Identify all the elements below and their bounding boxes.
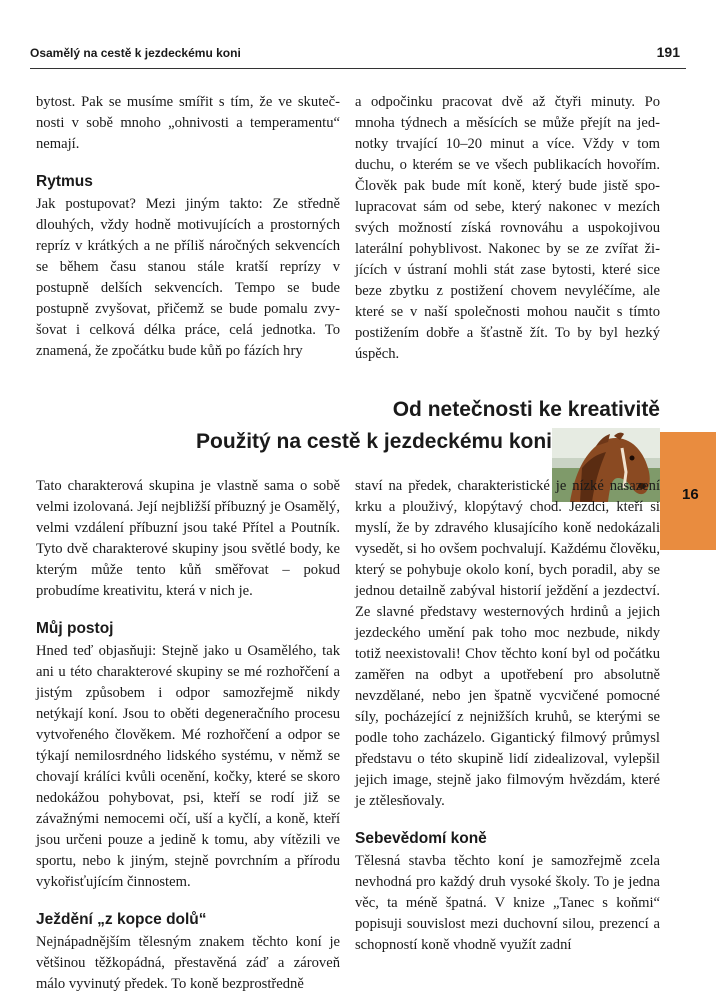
top-left-column xyxy=(36,92,340,362)
chapter-number: 16 xyxy=(682,486,699,503)
bottom-left-column xyxy=(36,476,340,995)
paragraph: Tato charakterová skupina je vlastně sama o sobě velmi izolovaná. Její nejbližší příbuzný je Osamělý, velmi vzdálení příbuzní jsou také Přítel a Poutník. Tyto dvě charakterové skupiny jsou světlé body, ke kterým může tento kůň směřovat – pokud probudíme kreativitu, která v nich je. xyxy=(36,478,340,599)
chapter-title: Použitý na cestě k jezdeckému koni xyxy=(196,430,552,453)
section-heading-muj-postoj: Můj postoj xyxy=(36,620,114,637)
chapter-tab xyxy=(660,432,716,550)
section-heading-jezdeni: Ježdění „z kopce dolů“ xyxy=(36,911,207,928)
paragraph: a odpočinku pracovat dvě až čtyři minuty. Po mnoha týdnech a měsících se může přejít na jednotky trvající 10–20 minut a více. Vždy v tom duchu, o kterém se ve všech publikacích hovořím. Člověk pak bude mít koně, který bude jistě spolupracovat sám od sebe, který nakonec v mezích svých možností získá rovnováhu a uspokojivou laterální pohyblivost. Nakonec by se ze zvířat žijících v ústraní mohli stát zase bytosti, které sice beze zbytku z postižení chovem nevyléčíme, ale které se v naší společnosti mohou naučit s tímto postižením dobře a šťastně žít. To by byl hezký úspěch. xyxy=(355,94,660,362)
section-heading-sebevedomi: Sebevědomí koně xyxy=(355,830,487,847)
paragraph: Jak postupovat? Mezi jiným takto: Ze středně dlouhých, vždy hodně motivujících a prostorných repríz v krátkých a ne příliš náročných sekvencích se během času stanou stále kratší reprízy v postupně delších sekvencích. Tempo se bude postupně zvyšovat, přičemž se bude pomalu zvyšovat i celková délka práce, celá jednotka. To znamená, že zpočátku bude kůň po fázích hry xyxy=(36,196,340,359)
bottom-right-column xyxy=(355,476,660,956)
paragraph: bytost. Pak se musíme smířit s tím, že ve skutečnosti v sobě mnoho „ohnivosti a temperamentu“ nemají. xyxy=(36,94,340,152)
header-rule xyxy=(30,68,686,69)
running-header xyxy=(30,40,686,60)
paragraph: Nejnápadnějším tělesným znakem těchto koní je většinou těžkopádná, přestavěná záď a zároveň málo vyvinutý předek. To koně bezprostředně xyxy=(36,934,340,992)
page-number: 191 xyxy=(656,44,680,60)
paragraph: staví na předek, charakteristické je nízké nasazení krku a plouživý, klopýtavý chod. Jezdci, kteří si myslí, že by zdravého klusajícího koně nedokázali vysedět, si ho ovšem pochvalují. Každému člověku, který se pohybuje okolo koní, bych poradil, aby se jednou detailně zabýval historií ježdění a jezdectví. Ze slavné představy westernových hrdinů a jejich jezdeckého umění pak toho moc nezbude, nikdy totiž neexistovali! Chov těchto koní byl od počátku zaměřen na odbyt a upotřebení pro absolutně nevzdělané, nebo jen špatně vycvičené pomocné síly, pocházející z nejnižších kruhů, se kterými se podle toho zacházelo. Gigantický filmový průmysl představu o této skupině lidí zidealizoval, vylepšil jejich image, stejně jako filmovým hvězdám, které je ztělesňovaly. xyxy=(355,478,660,809)
paragraph: Hned teď objasňuji: Stejně jako u Osamělého, tak ani u této charakterové skupiny se mé rozhořčení a jistým způsobem i odpor samozřejmě nikdy netýkají koní. Jsou to oběti degeneračního procesu vytvořeného člověkem. Mé rozhořčení a odpor se týkají nemilosrdného lidského systému, v němž se chovají králíci kvůli ocenění, kočky, které se skoro nedokážou pohybovat, psi, kteří se rodí již se závažnými nemocemi očí, uší a kyčlí, a koně, kteří jsou určeni pouze a jedině k tomu, aby vítězili ve sportu, nebo k jiným, stejně povrchním a přírodu vykořisťujícím činnostem. xyxy=(36,643,340,890)
chapter-subtitle: Od netečnosti ke kreativitě xyxy=(392,398,660,421)
paragraph: Tělesná stavba těchto koní je samozřejmě zcela nevhodná pro každý druh vysoké školy. To je jedna věc, ta méně špatná. V knize „Tanec s koňmi“ popisuji souvislost mezi duchovní silou, prezencí a schopností koně vhodně využít zadní xyxy=(355,853,660,953)
top-right-column xyxy=(355,92,660,365)
section-heading-rytmus: Rytmus xyxy=(36,173,93,190)
running-title: Osamělý na cestě k jezdeckému koni xyxy=(30,46,241,60)
